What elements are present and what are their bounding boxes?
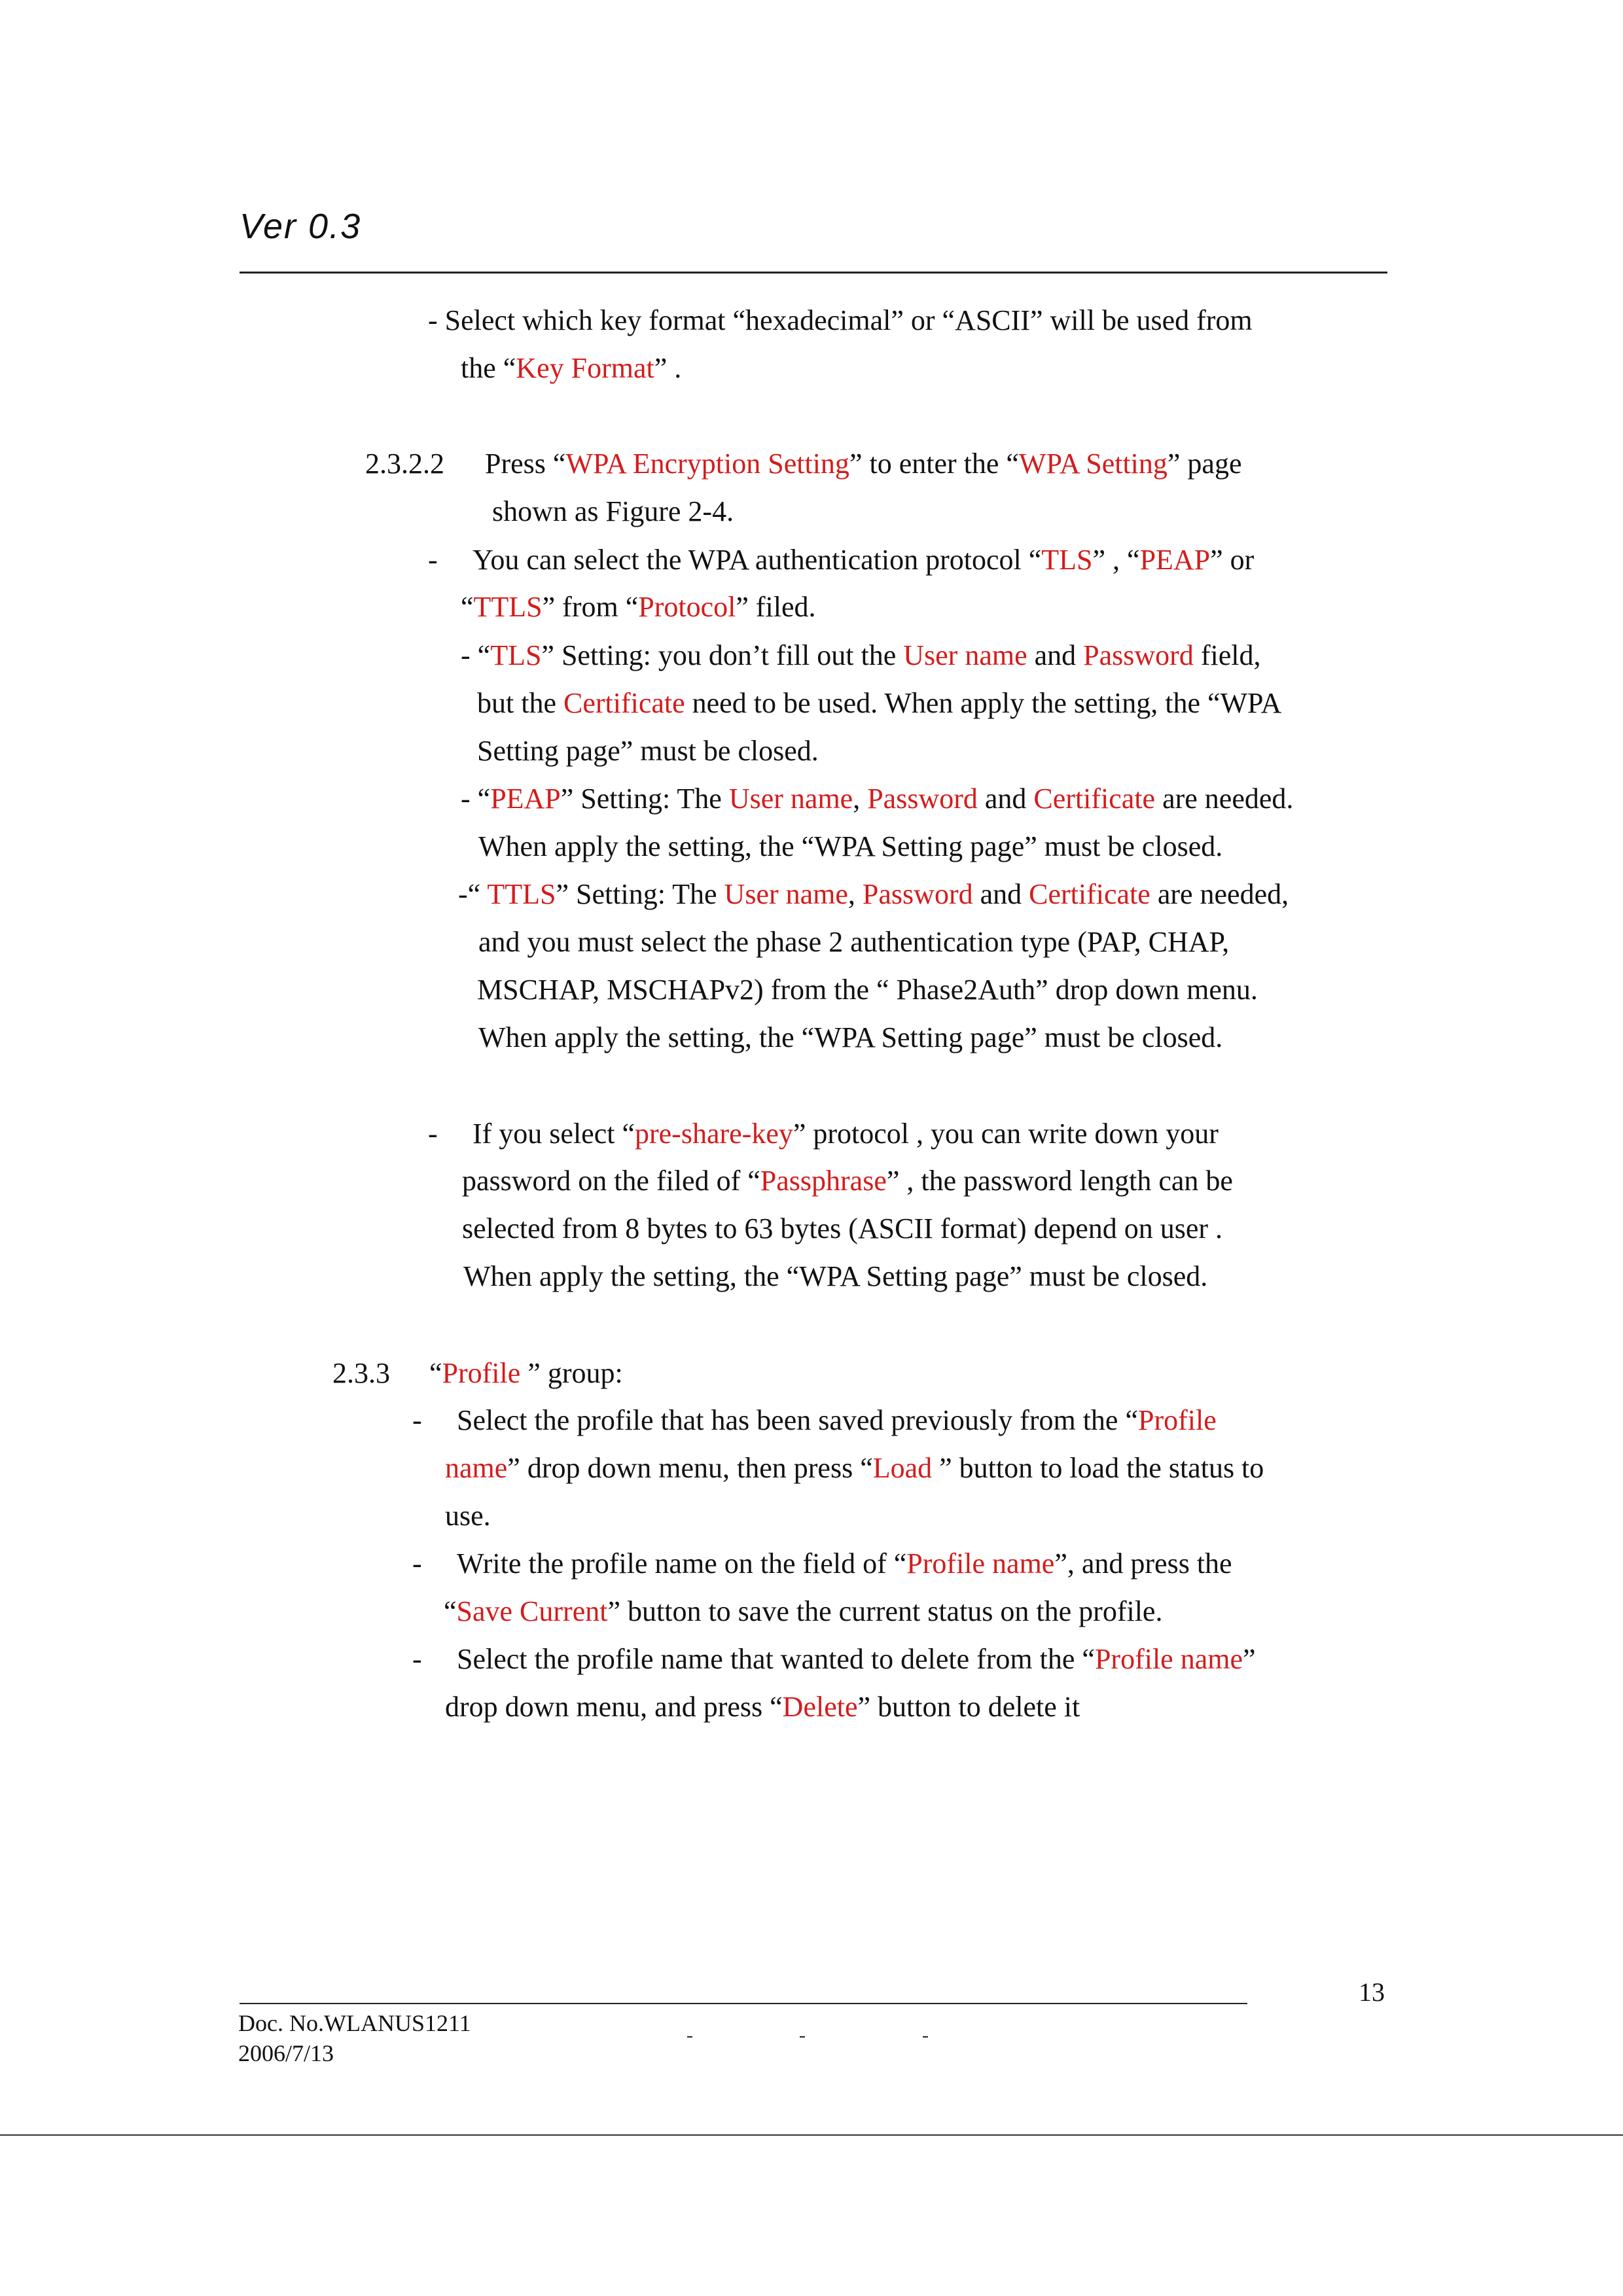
text-segment: Select the profile name that wanted to delete from the “ [457,1643,1095,1675]
text-segment: and [977,783,1034,815]
text-segment: ” [1243,1643,1256,1675]
psk-line-2 [462,1167,1233,1195]
load-bullet-dash: - [412,1404,422,1436]
ttls-line-1 [458,880,1289,909]
wpa-encryption-setting-term: WPA Encryption Setting [565,448,849,480]
text-segment: ” filed. [736,591,816,623]
text-segment: drop down menu, and press “ [445,1691,783,1723]
load-line-1 [457,1406,1217,1435]
text-segment: “ [429,1357,442,1389]
delete-line-2 [445,1693,1080,1722]
ttls-line-2: and you must select the phase 2 authentication type (PAP, CHAP, [478,926,1230,958]
profile-name-term: Profile name [1094,1643,1243,1675]
footer-tick [800,2036,805,2038]
text-segment: but the [477,687,563,719]
text-segment: ” protocol , you can write down your [793,1118,1219,1150]
text-segment: ” Setting: you don’t fill out the [541,639,904,671]
psk-line-1 [473,1120,1219,1148]
protocol-line-2 [461,593,816,622]
text-segment: “ [444,1595,457,1627]
text-segment: ” to enter the “ [849,448,1019,480]
key-format-term: Key Format [516,352,654,384]
certificate-term: Certificate [1033,783,1156,815]
tls-term: TLS [490,639,542,671]
user-name-term: User name [728,783,853,815]
section-2322-line-2: shown as Figure 2-4. [492,495,734,527]
ttls-line-4: When apply the setting, the “WPA Setting page” must be closed. [478,1021,1223,1053]
text-segment: ” button to load the status to [932,1452,1264,1484]
text-segment: the “ [461,352,516,384]
save-current-term: Save Current [456,1595,608,1627]
text-segment: password on the filed of “ [462,1165,760,1197]
text-segment: ” or [1210,544,1255,576]
profile-term: Profile [1137,1404,1217,1436]
delete-line-1 [457,1645,1256,1674]
text-segment: need to be used. When apply the setting, the “WPA [685,687,1282,719]
page-bottom-edge [0,2134,1623,2136]
load-line-2 [445,1454,1264,1483]
psk-line-3: selected from 8 bytes to 63 bytes (ASCII format) depend on user . [462,1212,1223,1245]
password-term: Password [1083,639,1194,671]
tls-line-3: Setting page” must be closed. [477,735,819,767]
load-term: Load [872,1452,933,1484]
ttls-term: TTLS [487,878,556,910]
text-segment: ” Setting: The [556,878,724,910]
text-segment: , [853,783,868,815]
ttls-line-3: MSCHAP, MSCHAPv2) from the “ Phase2Auth” drop down menu. [477,974,1258,1006]
tls-term: TLS [1041,544,1093,576]
profile-name-term: name [445,1452,508,1484]
tls-line-1 [461,641,1260,670]
user-name-term: User name [903,639,1027,671]
section-233-number: 2.3.3 [332,1357,390,1389]
text-segment: - “ [461,639,491,671]
version-header: Ver 0.3 [240,207,362,246]
ttls-term: TTLS [473,591,543,623]
header-rule [240,272,1387,274]
text-segment: and [972,878,1029,910]
text-segment: You can select the WPA authentication protocol “ [473,544,1042,576]
text-segment: and [1027,639,1084,671]
text-segment: ” page [1167,448,1242,480]
profile-name-term: Profile name [906,1547,1055,1580]
psk-line-4: When apply the setting, the “WPA Setting page” must be closed. [463,1260,1208,1292]
text-segment: Write the profile name on the field of “ [457,1547,907,1580]
text-segment: If you select “ [473,1118,635,1150]
certificate-term: Certificate [563,687,685,719]
protocol-term: Protocol [638,591,736,623]
footer-tick [923,2036,928,2038]
text-segment: - “ [461,783,491,815]
text-segment: field, [1193,639,1261,671]
text-segment: ” group: [520,1357,623,1389]
psk-bullet-dash: - [428,1118,438,1150]
keyformat-line-1 [428,306,1253,335]
protocol-bullet-dash: - [428,544,438,576]
keyformat-line-2 [461,354,681,383]
delete-term: Delete [782,1691,858,1723]
section-2322-line-1 [485,450,1242,478]
doc-date: 2006/7/13 [238,2040,334,2066]
text-segment: -“ [458,878,488,910]
text-segment: Press “ [485,448,566,480]
text-segment: ” , “ [1092,544,1140,576]
peap-line-1 [461,785,1293,813]
certificate-term: Certificate [1029,878,1150,910]
peap-line-2: When apply the setting, the “WPA Setting page” must be closed. [478,830,1223,862]
text-segment: are needed, [1150,878,1289,910]
section-233-heading [429,1359,623,1388]
text-segment: ” button to delete it [857,1691,1080,1723]
text-segment: ”, and press the [1054,1547,1232,1580]
password-term: Password [867,783,978,815]
pre-share-key-term: pre-share-key [635,1118,793,1150]
text-segment: ” button to save the current status on the profile. [607,1595,1163,1627]
text-segment: “ [461,591,474,623]
profile-term: Profile [442,1357,521,1389]
passphrase-term: Passphrase [760,1165,887,1197]
footer-rule [240,2003,1247,2004]
text-segment: ” . [654,352,682,384]
save-bullet-dash: - [412,1547,422,1580]
load-line-3: use. [445,1500,491,1532]
peap-term: PEAP [490,783,561,815]
text-segment: ” drop down menu, then press “ [507,1452,873,1484]
text-segment: ” from “ [542,591,639,623]
text-segment: Select the profile that has been saved previously from the “ [457,1404,1138,1436]
text-segment: ” Setting: The [560,783,729,815]
delete-bullet-dash: - [412,1643,422,1675]
text-segment: ” , the password length can be [886,1165,1233,1197]
protocol-line-1 [473,546,1254,574]
password-term: Password [862,878,973,910]
footer-tick [687,2036,692,2038]
doc-number: Doc. No.WLANUS1211 [238,2010,471,2036]
save-line-2 [444,1597,1162,1626]
keyformat-text: - Select which key format “hexadecimal” or “ASCII” will be used from [428,304,1253,336]
save-line-1 [457,1549,1232,1578]
text-segment: are needed. [1155,783,1294,815]
user-name-term: User name [724,878,848,910]
wpa-setting-term: WPA Setting [1018,448,1168,480]
peap-term: PEAP [1139,544,1211,576]
page-number: 13 [1359,1977,1385,2007]
section-2322-number: 2.3.2.2 [365,448,444,480]
tls-line-2 [477,689,1281,718]
text-segment: , [847,878,863,910]
